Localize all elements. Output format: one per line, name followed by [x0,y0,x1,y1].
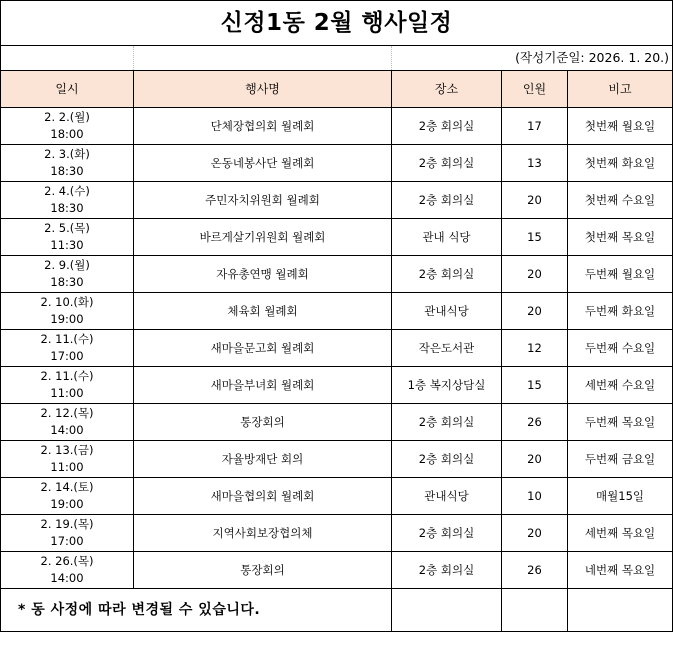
datetime-cell [1,515,134,552]
note-row [1,589,673,632]
event-cell: 새마을부녀회 월례회 [134,367,392,404]
datetime-cell [1,552,134,589]
people-cell: 20 [502,441,568,478]
datetime-cell [1,182,134,219]
datetime-cell [1,404,134,441]
remark-cell: 첫번째 수요일 [568,182,673,219]
time-text: 19:00 [50,497,84,511]
date-text: 2. 11.(수) [40,369,94,383]
event-cell: 통장회의 [134,404,392,441]
time-text: 11:00 [50,460,84,474]
table-row [1,367,673,404]
time-text: 17:00 [50,534,84,548]
time-text: 18:30 [50,275,84,289]
table-row [1,145,673,182]
place-cell: 2층 회의실 [392,404,502,441]
header-people: 인원 [502,71,568,108]
table-row [1,108,673,145]
datetime-cell [1,219,134,256]
header-datetime: 일시 [1,71,134,108]
time-text: 18:30 [50,201,84,215]
time-text: 19:00 [50,312,84,326]
time-text: 18:30 [50,164,84,178]
table-row [1,478,673,515]
time-text: 11:00 [50,386,84,400]
event-cell: 바르게살기위원회 월례회 [134,219,392,256]
date-text: 2. 11.(수) [40,332,94,346]
header-event: 행사명 [134,71,392,108]
event-cell: 주민자치위원회 월례회 [134,182,392,219]
event-cell: 자율방재단 회의 [134,441,392,478]
date-text: 2. 2.(월) [44,110,90,124]
date-text: 2. 5.(목) [44,221,90,235]
place-cell: 2층 회의실 [392,515,502,552]
event-cell: 단체장협의회 월례회 [134,108,392,145]
date-text: 2. 26.(목) [40,554,94,568]
place-cell: 2층 회의실 [392,552,502,589]
blank-cell [1,46,134,71]
time-text: 18:00 [50,127,84,141]
people-cell: 20 [502,515,568,552]
table-row [1,182,673,219]
remark-cell: 두번째 월요일 [568,256,673,293]
header-row [1,71,673,108]
time-text: 11:30 [50,238,84,252]
people-cell: 20 [502,293,568,330]
datetime-cell [1,441,134,478]
datetime-cell [1,256,134,293]
remark-cell: 세번째 목요일 [568,515,673,552]
datetime-cell [1,330,134,367]
remark-cell: 매월15일 [568,478,673,515]
place-cell: 2층 회의실 [392,256,502,293]
blank-cell [134,46,392,71]
event-cell: 체육회 월례회 [134,293,392,330]
remark-cell: 두번째 화요일 [568,293,673,330]
table-row [1,515,673,552]
remark-cell: 세번째 수요일 [568,367,673,404]
event-cell: 지역사회보장협의체 [134,515,392,552]
date-text: 2. 10.(화) [40,295,94,309]
datetime-cell [1,367,134,404]
remark-cell: 첫번째 목요일 [568,219,673,256]
time-text: 14:00 [50,571,84,585]
date-text: 2. 19.(목) [40,517,94,531]
people-cell: 13 [502,145,568,182]
people-cell: 20 [502,182,568,219]
blank-cell [568,589,673,632]
date-text: 2. 14.(토) [40,480,94,494]
remark-cell: 첫번째 월요일 [568,108,673,145]
header-remark: 비고 [568,71,673,108]
table-row [1,293,673,330]
date-text: 2. 9.(월) [44,258,90,272]
datetime-cell [1,145,134,182]
page-title: 신정1동 2월 행사일정 [1,1,673,46]
people-cell: 26 [502,404,568,441]
table-row [1,256,673,293]
event-cell: 새마을문고회 월례회 [134,330,392,367]
place-cell: 2층 회의실 [392,441,502,478]
place-cell: 관내 식당 [392,219,502,256]
date-text: 2. 13.(금) [40,443,94,457]
datetime-cell [1,293,134,330]
time-text: 17:00 [50,349,84,363]
event-cell: 통장회의 [134,552,392,589]
blank-cell [502,589,568,632]
event-cell: 온동네봉사단 월례회 [134,145,392,182]
place-cell: 관내식당 [392,478,502,515]
people-cell: 17 [502,108,568,145]
change-notice: * 동 사정에 따라 변경될 수 있습니다. [1,589,392,632]
people-cell: 10 [502,478,568,515]
time-text: 14:00 [50,423,84,437]
written-date: (작성기준일: 2026. 1. 20.) [392,46,673,71]
place-cell: 관내식당 [392,293,502,330]
table-row [1,219,673,256]
remark-cell: 두번째 목요일 [568,404,673,441]
datetime-cell [1,478,134,515]
date-text: 2. 12.(목) [40,406,94,420]
table-row [1,441,673,478]
header-place: 장소 [392,71,502,108]
remark-cell: 두번째 수요일 [568,330,673,367]
people-cell: 12 [502,330,568,367]
place-cell: 1층 복지상담실 [392,367,502,404]
people-cell: 15 [502,219,568,256]
event-cell: 자유총연맹 월례회 [134,256,392,293]
blank-cell [392,589,502,632]
people-cell: 15 [502,367,568,404]
remark-cell: 두번째 금요일 [568,441,673,478]
place-cell: 작은도서관 [392,330,502,367]
datetime-cell [1,108,134,145]
people-cell: 26 [502,552,568,589]
table-row [1,404,673,441]
people-cell: 20 [502,256,568,293]
place-cell: 2층 회의실 [392,182,502,219]
place-cell: 2층 회의실 [392,108,502,145]
table-row [1,330,673,367]
remark-cell: 첫번째 화요일 [568,145,673,182]
place-cell: 2층 회의실 [392,145,502,182]
event-cell: 새마을협의회 월례회 [134,478,392,515]
date-text: 2. 3.(화) [44,147,90,161]
date-text: 2. 4.(수) [44,184,90,198]
table-row [1,552,673,589]
remark-cell: 네번째 목요일 [568,552,673,589]
